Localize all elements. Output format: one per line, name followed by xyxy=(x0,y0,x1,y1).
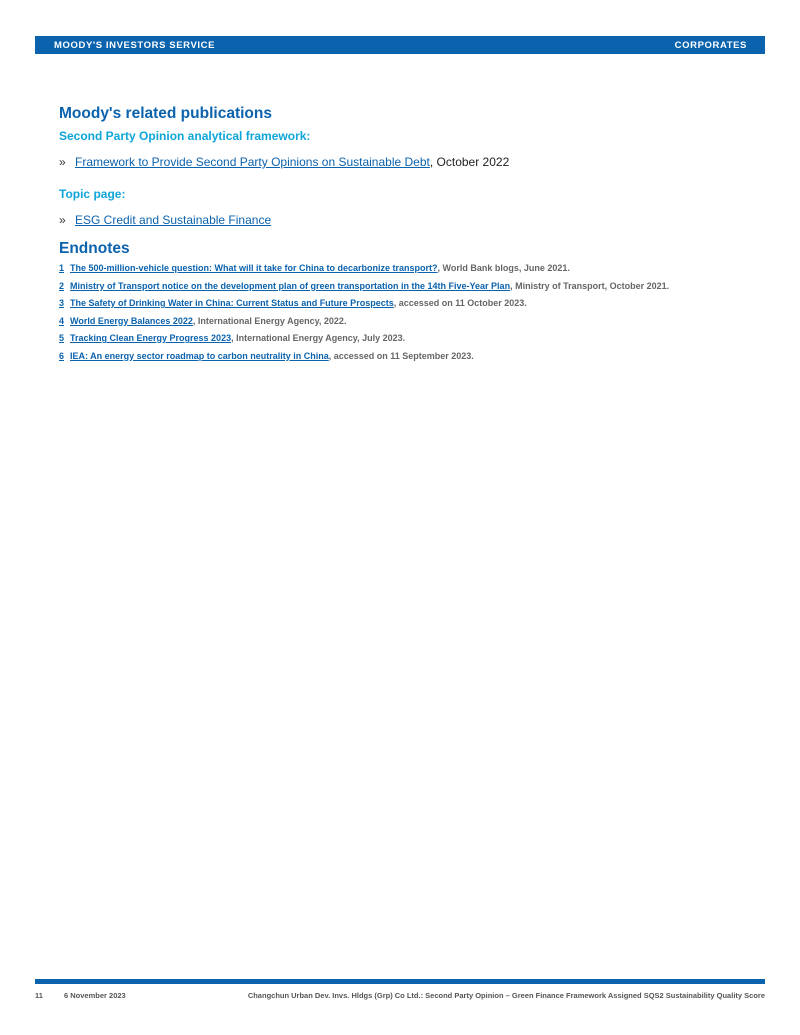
endnote-link[interactable]: The Safety of Drinking Water in China: Current Status and Future Prospects xyxy=(70,298,394,308)
document-title: Changchun Urban Dev. Invs. Hldgs (Grp) Co Ltd.: Second Party Opinion – Green Finance Framework Assigned SQS2 Sustainability Quality Score xyxy=(247,991,765,1000)
endnote-link[interactable]: Tracking Clean Energy Progress 2023 xyxy=(70,333,232,343)
footer xyxy=(35,991,765,1000)
main-content xyxy=(59,104,759,367)
endnote-item xyxy=(59,332,759,345)
publication-date: 6 November 2023 xyxy=(64,991,126,1000)
endnote-number[interactable]: 5 xyxy=(59,333,65,343)
endnote-source: , International Energy Agency, 2022. xyxy=(192,315,347,326)
topic-link[interactable]: ESG Credit and Sustainable Finance xyxy=(75,213,272,227)
endnote-item xyxy=(59,280,759,293)
related-publications-title: Moody's related publications xyxy=(59,105,272,122)
endnote-number[interactable]: 2 xyxy=(59,280,65,291)
endnote-item xyxy=(59,297,759,310)
endnote-item xyxy=(59,350,759,363)
endnote-link[interactable]: World Energy Balances 2022 xyxy=(70,315,193,326)
topic-heading: Topic page: xyxy=(59,187,126,201)
endnote-link[interactable]: Ministry of Transport notice on the development plan of green transportation in the 14th Five-Year Plan xyxy=(70,280,511,291)
endnote-source: , World Bank blogs, June 2021. xyxy=(437,263,570,273)
bullet-icon: » xyxy=(59,155,66,169)
endnote-item xyxy=(59,315,759,328)
framework-link[interactable]: Framework to Provide Second Party Opinions on Sustainable Debt xyxy=(75,155,430,169)
endnote-link[interactable]: IEA: An energy sector roadmap to carbon neutrality in China xyxy=(70,350,329,361)
endnote-source: , Ministry of Transport, October 2021. xyxy=(510,280,670,291)
endnote-source: , accessed on 11 October 2023. xyxy=(393,298,527,308)
endnotes-list xyxy=(59,262,759,363)
endnote-number[interactable]: 6 xyxy=(59,350,65,361)
endnote-source: , International Energy Agency, July 2023. xyxy=(231,333,406,343)
framework-heading: Second Party Opinion analytical framework: xyxy=(59,129,311,143)
endnote-item xyxy=(59,262,759,275)
page-number: 11 xyxy=(35,991,43,1000)
topic-item xyxy=(59,212,759,228)
endnote-number[interactable]: 1 xyxy=(59,263,65,273)
bullet-icon: » xyxy=(59,213,66,227)
endnote-number[interactable]: 4 xyxy=(59,315,65,326)
endnote-link[interactable]: The 500-million-vehicle question: What will it take for China to decarbonize transport? xyxy=(70,263,438,273)
footer-bar xyxy=(35,979,765,984)
framework-date: , October 2022 xyxy=(429,155,510,169)
publisher-name: MOODY'S INVESTORS SERVICE xyxy=(54,39,216,51)
framework-item xyxy=(59,154,759,170)
header-bar xyxy=(35,36,765,54)
endnote-source: , accessed on 11 September 2023. xyxy=(328,350,474,361)
section-label: CORPORATES xyxy=(674,39,747,51)
endnote-number[interactable]: 3 xyxy=(59,298,65,308)
endnotes-title: Endnotes xyxy=(59,240,130,257)
